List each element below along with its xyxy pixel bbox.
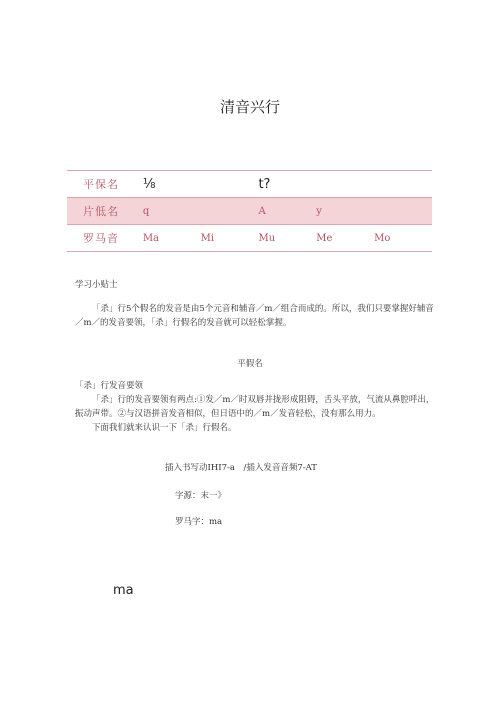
table-cell xyxy=(316,171,374,198)
kana-table xyxy=(67,170,432,252)
tip-body: 「杀」行5个假名的发音是由5个元音和辅音／m／组合而成的。所以，我们只要掌握好辅音／m／的发音要领，「杀」行假名的发音就可以轻松掌握。 xyxy=(75,304,434,328)
table-cell xyxy=(201,198,259,225)
row-label: 片低名 xyxy=(67,198,143,225)
table-row-hiragana xyxy=(67,171,432,198)
table-cell: ⅛ xyxy=(143,171,201,198)
table-cell: t? xyxy=(258,171,316,198)
row-label: 平保名 xyxy=(67,171,143,198)
table-cell xyxy=(374,171,432,198)
row-label: 罗马音 xyxy=(67,225,143,252)
pronunciation-block xyxy=(75,379,440,435)
table-cell: y xyxy=(316,198,374,225)
table-row-romaji xyxy=(67,225,432,252)
table-cell: Mu xyxy=(258,225,316,252)
tip-heading: 学习小贴士 xyxy=(75,280,118,290)
pronunciation-para1: 「杀」行的发音要领有两点:①发／m／时双唇并拢形成阻碍，舌头平放，气流从鼻腔呼出，振动声带。②与汉语拼音发音相似，但日语中的／m／发音轻松，没有那么用力。 xyxy=(75,395,435,419)
romaji-line: 罗马字：ma xyxy=(175,517,223,527)
table-cell xyxy=(201,171,259,198)
table-cell: q xyxy=(143,198,201,225)
section-title: 平假名 xyxy=(237,359,263,369)
table-cell: Mo xyxy=(374,225,432,252)
pronunciation-heading: 「杀」行发音要领 xyxy=(75,381,144,391)
pronunciation-para2: 下面我们就来认识一下「杀」行假名。 xyxy=(92,423,237,433)
page-title: 清音兴行 xyxy=(219,98,280,116)
table-row-katakana xyxy=(67,198,432,225)
insert-media-line: 插入书写动IHI7-a /插入发音音频7-AT xyxy=(165,463,317,473)
source-line: 字源：末一》 xyxy=(175,491,227,501)
table-cell xyxy=(374,198,432,225)
table-cell: Ma xyxy=(143,225,201,252)
table-cell: Mi xyxy=(201,225,259,252)
ma-text: ma xyxy=(113,583,134,598)
table-cell: Me xyxy=(316,225,374,252)
table-cell: A xyxy=(258,198,316,225)
